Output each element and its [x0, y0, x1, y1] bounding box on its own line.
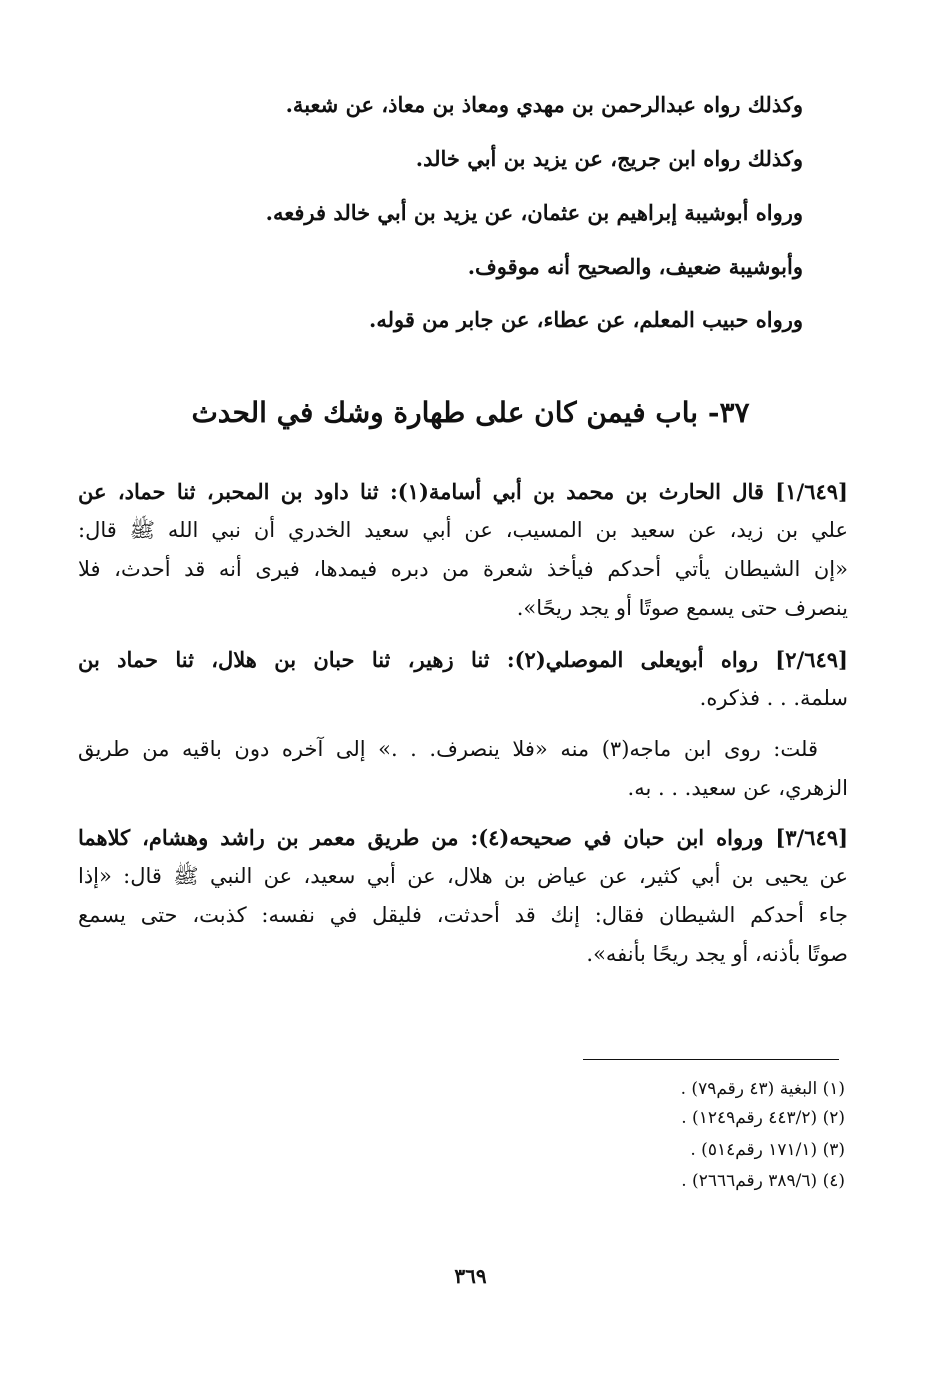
paragraph-line: صوتًا بأذنه، أو يجد ريحًا بأنفه».: [586, 942, 848, 966]
note-paragraph: [78, 730, 848, 808]
paragraph-line: «إن الشيطان يأتي أحدكم فيأخذ شعرة من دبره فيمدها، فيرى أنه قد أحدث، فلا: [78, 557, 848, 581]
intro-line: وكذلك رواه عبدالرحمن بن مهدي ومعاذ بن معاذ، عن شعبة.: [285, 92, 803, 117]
hadith-paragraph: [78, 472, 848, 628]
paragraph-line: [١/٦٤٩] قال الحارث بن محمد بن أبي أسامة(١): ثنا داود بن المحبر، ثنا حماد، عن: [78, 479, 848, 504]
paragraph-line: عن يحيى بن أبي كثير، عن عياض بن هلال، عن أبي سعيد، عن النبي ﷺ قال: «إذا: [78, 864, 848, 888]
intro-line: وكذلك رواه ابن جريج، عن يزيد بن أبي خالد.: [415, 146, 803, 171]
intro-line: ورواه أبوشيبة إبراهيم بن عثمان، عن يزيد بن أبي خالد فرفعه.: [265, 200, 803, 225]
paragraph-line: جاء أحدكم الشيطان فقال: إنك قد أحدثت، فليقل في نفسه: كذبت، حتى يسمع: [78, 903, 848, 927]
paragraph-line: [٣/٦٤٩] ورواه ابن حبان في صحيحه(٤): من طريق معمر بن راشد وهشام، كلاهما: [78, 825, 848, 850]
footnote: (٣) (١٧١/١ رقم٥١٤) .: [690, 1140, 845, 1160]
footnote: (١) البغية (٤٣ رقم٧٩) .: [680, 1079, 845, 1099]
paragraph-line: قلت: روى ابن ماجه(٣) منه «فلا ينصرف. . .» إلى آخره دون باقيه من طريق: [78, 737, 818, 761]
footnote-divider: [583, 1059, 839, 1060]
intro-line: ورواه حبيب المعلم، عن عطاء، عن جابر من قوله.: [369, 307, 803, 332]
footnote: (٤) (٣٨٩/٦ رقم٢٦٦٦) .: [681, 1171, 845, 1191]
hadith-paragraph: [78, 640, 848, 718]
paragraph-line: [٢/٦٤٩] رواه أبويعلى الموصلي(٢): ثنا زهير، ثنا حبان بن هلال، ثنا حماد بن: [78, 647, 848, 672]
footnote: (٢) (٤٤٣/٢ رقم١٢٤٩) .: [681, 1108, 845, 1128]
intro-line: وأبوشيبة ضعيف، والصحيح أنه موقوف.: [467, 254, 803, 279]
chapter-heading: ٣٧- باب فيمن كان على طهارة وشك في الحدث: [191, 396, 750, 429]
page-number: ٣٦٩: [454, 1264, 487, 1288]
hadith-paragraph: [78, 818, 848, 974]
paragraph-line: ينصرف حتى يسمع صوتًا أو يجد ريحًا».: [516, 596, 848, 620]
paragraph-line: الزهري، عن سعيد. . . به.: [627, 776, 848, 800]
paragraph-line: سلمة. . . فذكره.: [699, 686, 848, 710]
paragraph-line: علي بن زيد، عن سعيد بن المسيب، عن أبي سعيد الخدري أن نبي الله ﷺ قال:: [78, 518, 848, 542]
